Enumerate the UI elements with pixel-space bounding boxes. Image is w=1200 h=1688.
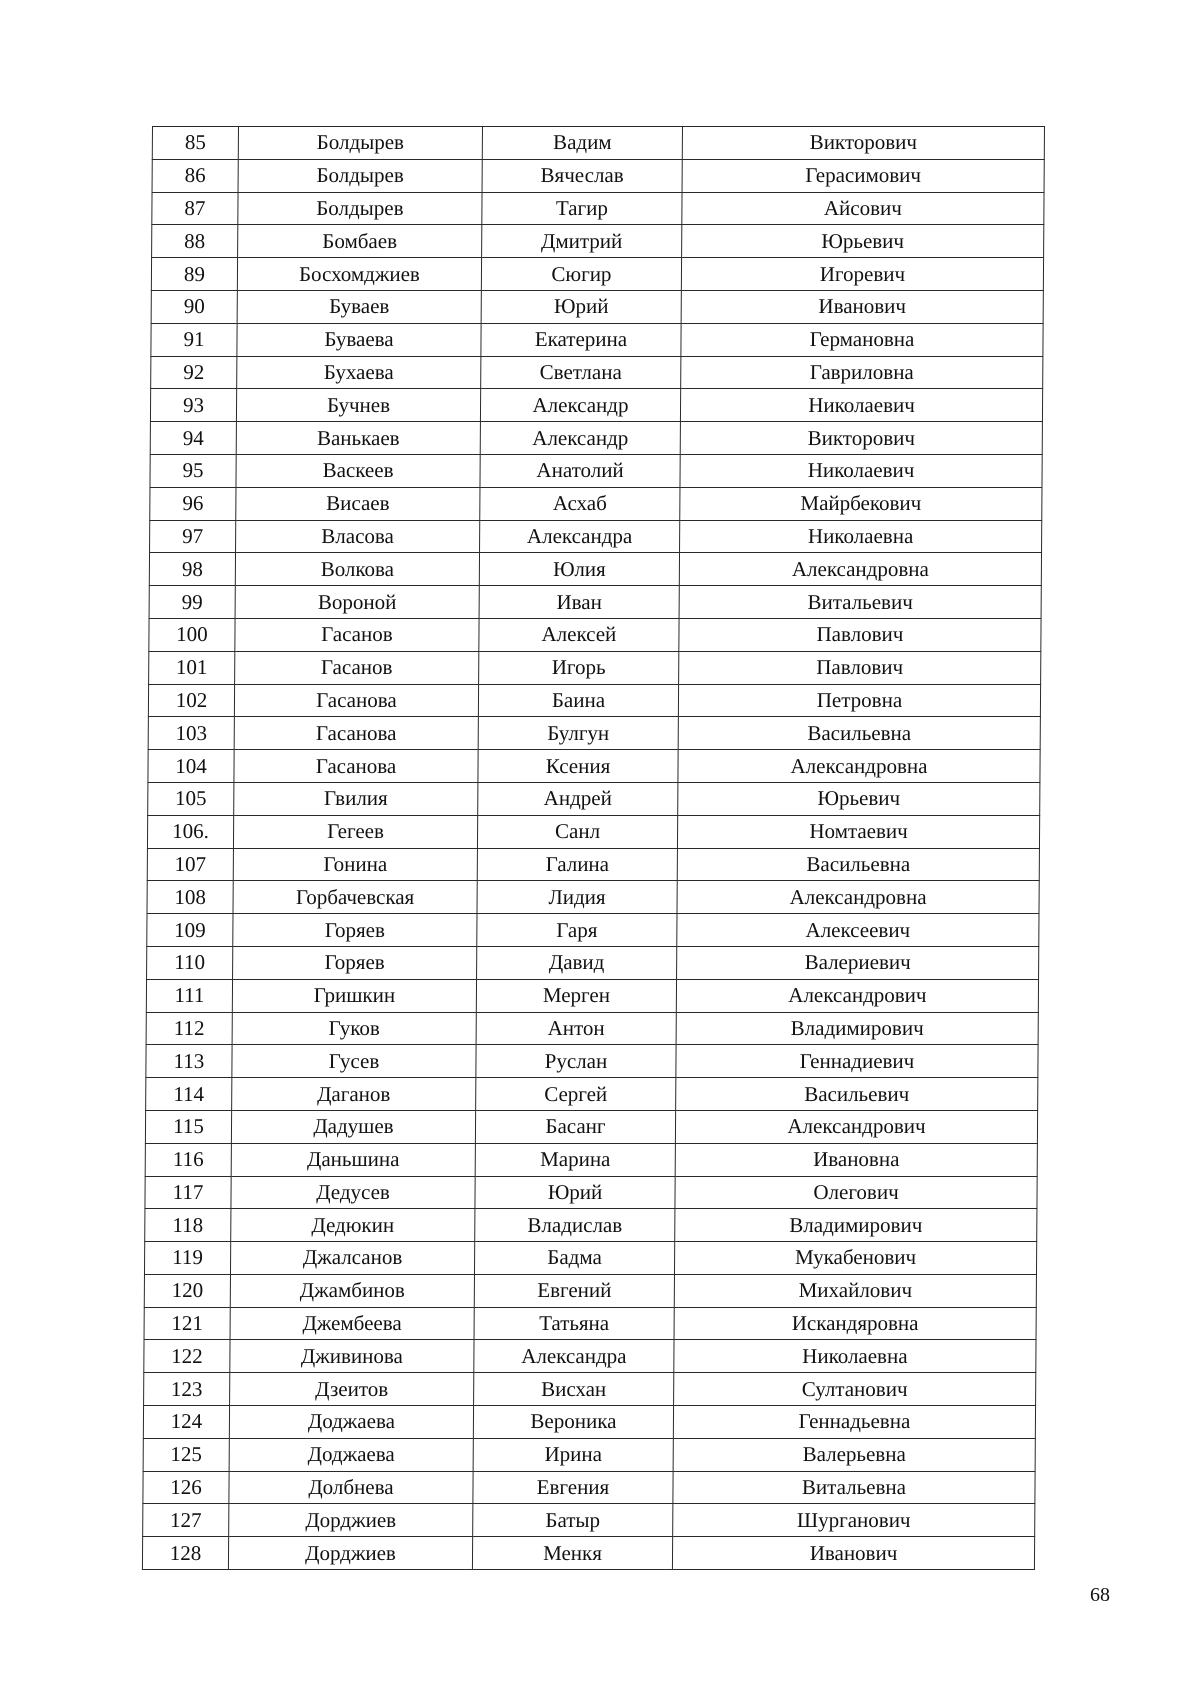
table-row	[145, 1143, 1037, 1176]
last-name-cell: Дедусев	[231, 1176, 475, 1209]
first-name-cell: Александра	[480, 520, 680, 553]
first-name-cell: Галина	[477, 848, 677, 881]
last-name-cell: Гасанов	[235, 651, 479, 684]
row-number-cell: 121	[144, 1307, 230, 1340]
first-name-cell: Булгун	[478, 717, 678, 750]
patronymic-cell: Султанович	[674, 1373, 1036, 1406]
patronymic-cell: Николаевна	[674, 1340, 1036, 1373]
first-name-cell: Александр	[480, 389, 680, 422]
table-row	[144, 1307, 1036, 1340]
last-name-cell: Дорджиев	[229, 1504, 473, 1537]
row-number-cell: 89	[151, 258, 237, 291]
patronymic-cell: Петровна	[678, 684, 1040, 717]
last-name-cell: Доджаева	[229, 1406, 473, 1439]
row-number-cell: 92	[151, 356, 237, 389]
last-name-cell: Гасанов	[235, 618, 479, 651]
first-name-cell: Андрей	[478, 782, 678, 815]
row-number-cell: 103	[148, 717, 234, 750]
patronymic-cell: Иванович	[672, 1537, 1034, 1570]
first-name-cell: Алексей	[479, 618, 679, 651]
patronymic-cell: Иванович	[681, 290, 1043, 323]
last-name-cell: Даганов	[232, 1078, 476, 1111]
patronymic-cell: Витальевич	[679, 586, 1041, 619]
names-table-body	[142, 127, 1044, 1570]
row-number-cell: 99	[149, 586, 235, 619]
patronymic-cell: Олегович	[675, 1176, 1037, 1209]
first-name-cell: Ирина	[473, 1438, 673, 1471]
patronymic-cell: Айсович	[682, 192, 1044, 225]
last-name-cell: Бомбаев	[238, 225, 482, 258]
patronymic-cell: Майрбекович	[680, 487, 1042, 520]
row-number-cell: 110	[147, 946, 233, 979]
table-row	[150, 389, 1042, 422]
row-number-cell: 117	[145, 1176, 231, 1209]
table-row	[149, 553, 1041, 586]
patronymic-cell: Павлович	[679, 618, 1041, 651]
first-name-cell: Гаря	[477, 914, 677, 947]
last-name-cell: Болдырев	[238, 192, 482, 225]
first-name-cell: Юлия	[479, 553, 679, 586]
row-number-cell: 127	[143, 1504, 229, 1537]
patronymic-cell: Викторович	[680, 422, 1042, 455]
table-row	[148, 782, 1040, 815]
table-row	[149, 651, 1041, 684]
patronymic-cell: Васильевна	[678, 717, 1040, 750]
last-name-cell: Доджаева	[229, 1438, 473, 1471]
page-number: 68	[1090, 1584, 1110, 1606]
row-number-cell: 104	[148, 750, 234, 783]
patronymic-cell: Геннадьевна	[673, 1406, 1035, 1439]
patronymic-cell: Игоревич	[681, 258, 1043, 291]
row-number-cell: 93	[150, 389, 236, 422]
row-number-cell: 118	[145, 1209, 231, 1242]
patronymic-cell: Германовна	[681, 323, 1043, 356]
row-number-cell: 116	[145, 1143, 231, 1176]
first-name-cell: Юрий	[475, 1176, 675, 1209]
table-row	[146, 979, 1038, 1012]
last-name-cell: Дживинова	[230, 1340, 474, 1373]
patronymic-cell: Васильевна	[677, 848, 1039, 881]
patronymic-cell: Номтаевич	[677, 815, 1039, 848]
table-row	[150, 422, 1042, 455]
first-name-cell: Владислав	[475, 1209, 675, 1242]
first-name-cell: Екатерина	[481, 323, 681, 356]
table-row	[146, 1078, 1038, 1111]
last-name-cell: Висаев	[236, 487, 480, 520]
last-name-cell: Гусев	[232, 1045, 476, 1078]
table-row	[147, 914, 1039, 947]
table-row	[145, 1176, 1037, 1209]
last-name-cell: Долбнева	[229, 1471, 473, 1504]
patronymic-cell: Валериевич	[677, 946, 1039, 979]
first-name-cell: Дмитрий	[482, 225, 682, 258]
patronymic-cell: Николаевич	[680, 389, 1042, 422]
patronymic-cell: Александрович	[676, 979, 1038, 1012]
first-name-cell: Сюгир	[481, 258, 681, 291]
row-number-cell: 96	[150, 487, 236, 520]
patronymic-cell: Александровна	[679, 553, 1041, 586]
row-number-cell: 114	[146, 1078, 232, 1111]
row-number-cell: 107	[147, 848, 233, 881]
row-number-cell: 91	[151, 323, 237, 356]
last-name-cell: Даньшина	[231, 1143, 475, 1176]
table-row	[146, 1045, 1038, 1078]
patronymic-cell: Ивановна	[675, 1143, 1037, 1176]
row-number-cell: 109	[147, 914, 233, 947]
table-row	[147, 946, 1039, 979]
last-name-cell: Гвилия	[234, 782, 478, 815]
first-name-cell: Александра	[474, 1340, 674, 1373]
first-name-cell: Иван	[479, 586, 679, 619]
patronymic-cell: Владимирович	[676, 1012, 1038, 1045]
table-row	[151, 258, 1043, 291]
row-number-cell: 125	[143, 1438, 229, 1471]
row-number-cell: 119	[144, 1242, 230, 1275]
patronymic-cell: Александровна	[677, 881, 1039, 914]
table-row	[149, 618, 1041, 651]
table-row	[143, 1471, 1035, 1504]
first-name-cell: Евгений	[474, 1274, 674, 1307]
first-name-cell: Тагир	[482, 192, 682, 225]
table-row	[152, 225, 1044, 258]
first-name-cell: Вячеслав	[482, 159, 682, 192]
first-name-cell: Менкя	[472, 1537, 672, 1570]
patronymic-cell: Николаевич	[680, 454, 1042, 487]
last-name-cell: Васкеев	[236, 454, 480, 487]
row-number-cell: 122	[144, 1340, 230, 1373]
table-row	[150, 520, 1042, 553]
patronymic-cell: Искандяровна	[674, 1307, 1036, 1340]
patronymic-cell: Викторович	[682, 127, 1044, 160]
table-row	[152, 159, 1044, 192]
last-name-cell: Джалсанов	[230, 1242, 474, 1275]
table-row	[144, 1274, 1036, 1307]
first-name-cell: Асхаб	[480, 487, 680, 520]
last-name-cell: Гуков	[232, 1012, 476, 1045]
last-name-cell: Бучнев	[236, 389, 480, 422]
last-name-cell: Босхомджиев	[237, 258, 481, 291]
first-name-cell: Игорь	[479, 651, 679, 684]
first-name-cell: Сергей	[476, 1078, 676, 1111]
table-row	[147, 848, 1039, 881]
row-number-cell: 90	[151, 290, 237, 323]
last-name-cell: Горяев	[233, 946, 477, 979]
last-name-cell: Джамбинов	[230, 1274, 474, 1307]
last-name-cell: Гегеев	[233, 815, 477, 848]
row-number-cell: 105	[148, 782, 234, 815]
row-number-cell: 112	[146, 1012, 232, 1045]
table-row	[147, 881, 1039, 914]
patronymic-cell: Юрьевич	[682, 225, 1044, 258]
patronymic-cell: Витальевна	[673, 1471, 1035, 1504]
patronymic-cell: Михайлович	[674, 1274, 1036, 1307]
table-row	[151, 356, 1043, 389]
row-number-cell: 123	[144, 1373, 230, 1406]
row-number-cell: 124	[143, 1406, 229, 1439]
last-name-cell: Болдырев	[238, 159, 482, 192]
row-number-cell: 95	[150, 454, 236, 487]
row-number-cell: 98	[149, 553, 235, 586]
last-name-cell: Ванькаев	[236, 422, 480, 455]
table-row	[144, 1242, 1036, 1275]
last-name-cell: Гонина	[233, 848, 477, 881]
first-name-cell: Батыр	[473, 1504, 673, 1537]
patronymic-cell: Юрьевич	[678, 782, 1040, 815]
row-number-cell: 88	[152, 225, 238, 258]
patronymic-cell: Алексеевич	[677, 914, 1039, 947]
table-row	[146, 1012, 1038, 1045]
row-number-cell: 108	[147, 881, 233, 914]
first-name-cell: Татьяна	[474, 1307, 674, 1340]
first-name-cell: Евгения	[473, 1471, 673, 1504]
first-name-cell: Санл	[477, 815, 677, 848]
last-name-cell: Буваев	[237, 290, 481, 323]
last-name-cell: Буваева	[237, 323, 481, 356]
last-name-cell: Дедюкин	[231, 1209, 475, 1242]
row-number-cell: 87	[152, 192, 238, 225]
names-table	[142, 126, 1045, 1570]
table-row	[148, 717, 1040, 750]
last-name-cell: Гришкин	[232, 979, 476, 1012]
last-name-cell: Власова	[236, 520, 480, 553]
first-name-cell: Антон	[476, 1012, 676, 1045]
first-name-cell: Висхан	[474, 1373, 674, 1406]
table-row	[151, 290, 1043, 323]
last-name-cell: Джембеева	[230, 1307, 474, 1340]
first-name-cell: Юрий	[481, 290, 681, 323]
row-number-cell: 115	[145, 1110, 231, 1143]
patronymic-cell: Александрович	[675, 1110, 1037, 1143]
last-name-cell: Дзеитов	[230, 1373, 474, 1406]
table-row	[143, 1406, 1035, 1439]
first-name-cell: Давид	[477, 946, 677, 979]
first-name-cell: Баина	[478, 684, 678, 717]
last-name-cell: Дадушев	[231, 1110, 475, 1143]
table-row	[152, 127, 1044, 160]
last-name-cell: Бухаева	[237, 356, 481, 389]
first-name-cell: Вероника	[473, 1406, 673, 1439]
row-number-cell: 101	[149, 651, 235, 684]
last-name-cell: Горбачевская	[233, 881, 477, 914]
first-name-cell: Вадим	[482, 127, 682, 160]
table-row	[147, 815, 1039, 848]
table-row	[152, 192, 1044, 225]
last-name-cell: Гасанова	[234, 684, 478, 717]
row-number-cell: 94	[150, 422, 236, 455]
row-number-cell: 85	[152, 127, 238, 160]
first-name-cell: Бадма	[474, 1242, 674, 1275]
patronymic-cell: Герасимович	[682, 159, 1044, 192]
patronymic-cell: Владимирович	[675, 1209, 1037, 1242]
table-row	[144, 1373, 1036, 1406]
table-row	[149, 586, 1041, 619]
last-name-cell: Дорджиев	[228, 1537, 472, 1570]
last-name-cell: Гасанова	[234, 750, 478, 783]
row-number-cell: 100	[149, 618, 235, 651]
row-number-cell: 128	[142, 1537, 228, 1570]
patronymic-cell: Шурганович	[673, 1504, 1035, 1537]
table-row	[142, 1537, 1034, 1570]
last-name-cell: Болдырев	[238, 127, 482, 160]
patronymic-cell: Валерьевна	[673, 1438, 1035, 1471]
table-row	[150, 454, 1042, 487]
patronymic-cell: Николаевна	[680, 520, 1042, 553]
first-name-cell: Лидия	[477, 881, 677, 914]
patronymic-cell: Александровна	[678, 750, 1040, 783]
table-row	[145, 1110, 1037, 1143]
first-name-cell: Басанг	[475, 1110, 675, 1143]
patronymic-cell: Геннадиевич	[676, 1045, 1038, 1078]
first-name-cell: Анатолий	[480, 454, 680, 487]
patronymic-cell: Мукабенович	[674, 1242, 1036, 1275]
table-row	[151, 323, 1043, 356]
row-number-cell: 126	[143, 1471, 229, 1504]
patronymic-cell: Гавриловна	[681, 356, 1043, 389]
table-row	[148, 750, 1040, 783]
table-row	[148, 684, 1040, 717]
first-name-cell: Мерген	[476, 979, 676, 1012]
row-number-cell: 113	[146, 1045, 232, 1078]
row-number-cell: 102	[148, 684, 234, 717]
last-name-cell: Вороной	[235, 586, 479, 619]
first-name-cell: Александр	[480, 422, 680, 455]
last-name-cell: Гасанова	[234, 717, 478, 750]
table-row	[150, 487, 1042, 520]
last-name-cell: Горяев	[233, 914, 477, 947]
table-row	[143, 1504, 1035, 1537]
first-name-cell: Марина	[475, 1143, 675, 1176]
last-name-cell: Волкова	[235, 553, 479, 586]
row-number-cell: 106.	[147, 815, 233, 848]
table-row	[143, 1438, 1035, 1471]
first-name-cell: Ксения	[478, 750, 678, 783]
table-row	[144, 1340, 1036, 1373]
first-name-cell: Руслан	[476, 1045, 676, 1078]
table-row	[145, 1209, 1037, 1242]
first-name-cell: Светлана	[481, 356, 681, 389]
row-number-cell: 86	[152, 159, 238, 192]
patronymic-cell: Васильевич	[676, 1078, 1038, 1111]
row-number-cell: 120	[144, 1274, 230, 1307]
patronymic-cell: Павлович	[679, 651, 1041, 684]
row-number-cell: 111	[146, 979, 232, 1012]
row-number-cell: 97	[150, 520, 236, 553]
